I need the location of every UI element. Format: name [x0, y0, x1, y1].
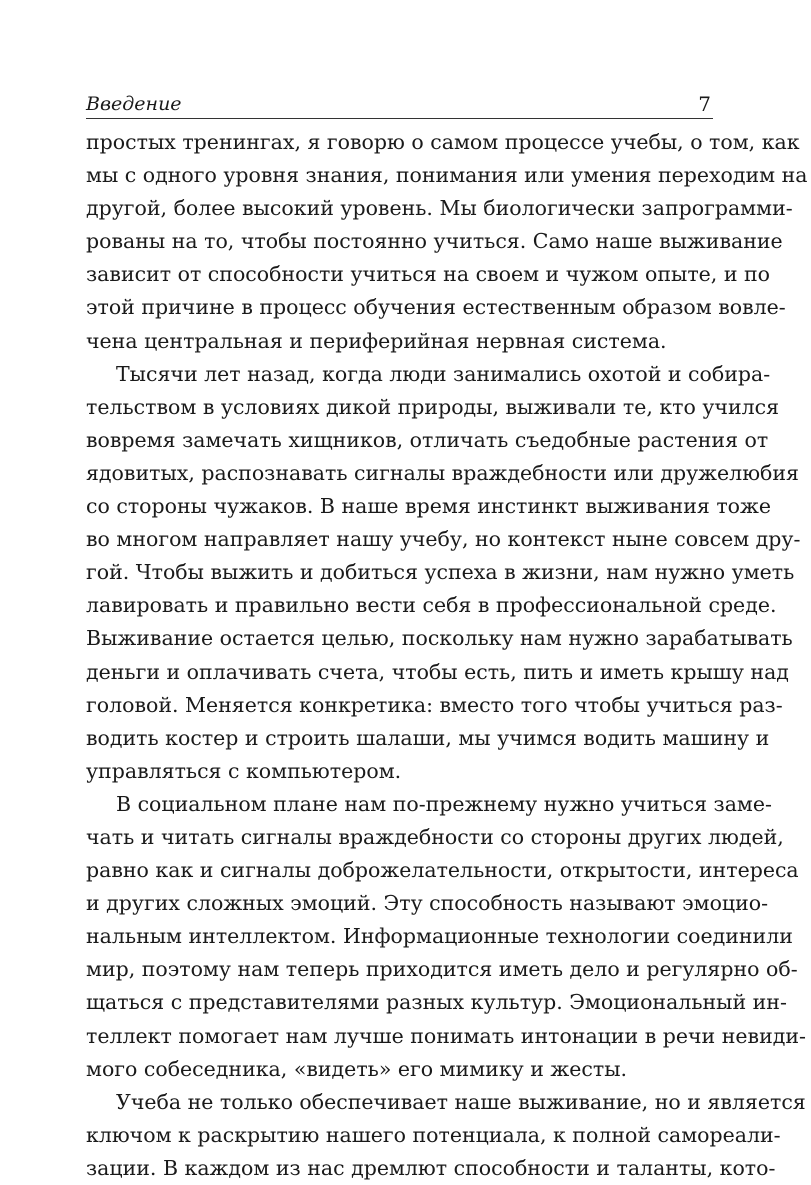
- text-line: нальным интеллектом. Информационные технологии соединили: [86, 924, 793, 949]
- text-line: этой причине в процесс обучения естественным образом вовле-: [86, 295, 786, 320]
- text-line: управляться с компьютером.: [86, 758, 402, 783]
- text-line: мы с одного уровня знания, понимания или умения переходим на: [86, 163, 808, 188]
- text-line: другой, более высокий уровень. Мы биологически запрограмми-: [86, 196, 793, 221]
- text-line: лавировать и правильно вести себя в профессиональной среде.: [86, 593, 777, 618]
- text-line: вовремя замечать хищников, отличать съедобные растения от: [86, 427, 769, 452]
- text-line: тельством в условиях дикой природы, выживали те, кто учился: [86, 394, 780, 419]
- text-line: Учеба не только обеспечивает наше выживание, но и является: [116, 1089, 806, 1114]
- running-head: [86, 92, 713, 119]
- page-number: 7: [698, 92, 711, 116]
- text-line: рованы на то, чтобы постоянно учиться. Само наше выживание: [86, 229, 783, 254]
- text-line: чена центральная и периферийная нервная система.: [86, 328, 667, 353]
- text-line: и других сложных эмоций. Эту способность называют эмоцио-: [86, 891, 769, 916]
- text-line: со стороны чужаков. В наше время инстинкт выживания тоже: [86, 494, 771, 519]
- text-line: зации. В каждом из нас дремлют способности и таланты, кото-: [86, 1155, 776, 1180]
- text-line: гой. Чтобы выжить и добиться успеха в жизни, нам нужно уметь: [86, 560, 795, 585]
- text-line: чать и читать сигналы враждебности со стороны других людей,: [86, 824, 784, 849]
- text-line: зависит от способности учиться на своем и чужом опыте, и по: [86, 262, 771, 287]
- text-line: деньги и оплачивать счета, чтобы есть, пить и иметь крышу над: [86, 659, 789, 684]
- text-line: ключом к раскрытию нашего потенциала, к полной самореали-: [86, 1122, 781, 1147]
- body-text: [86, 126, 808, 1185]
- text-line: Тысячи лет назад, когда люди занимались охотой и собира-: [116, 361, 771, 386]
- text-line: водить костер и строить шалаши, мы учимся водить машину и: [86, 725, 770, 750]
- text-line: головой. Меняется конкретика: вместо того чтобы учиться раз-: [86, 692, 783, 717]
- text-line: теллект помогает нам лучше понимать интонации в речи невиди-: [86, 1023, 806, 1048]
- section-title: Введение: [86, 93, 182, 115]
- text-line: во многом направляет нашу учебу, но контекст ныне совсем дру-: [86, 527, 801, 552]
- text-line: ядовитых, распознавать сигналы враждебности или дружелюбия: [86, 460, 799, 485]
- text-line: Выживание остается целью, поскольку нам нужно зарабатывать: [86, 626, 793, 651]
- text-line: В социальном плане нам по-прежнему нужно учиться заме-: [116, 791, 772, 816]
- text-line: мого собеседника, «видеть» его мимику и жесты.: [86, 1056, 628, 1081]
- text-line: щаться с представителями разных культур. Эмоциональный ин-: [86, 990, 787, 1015]
- text-line: мир, поэтому нам теперь приходится иметь дело и регулярно об-: [86, 957, 798, 982]
- text-line: простых тренингах, я говорю о самом процессе учебы, о том, как: [86, 130, 800, 154]
- text-line: равно как и сигналы доброжелательности, открытости, интереса: [86, 858, 799, 883]
